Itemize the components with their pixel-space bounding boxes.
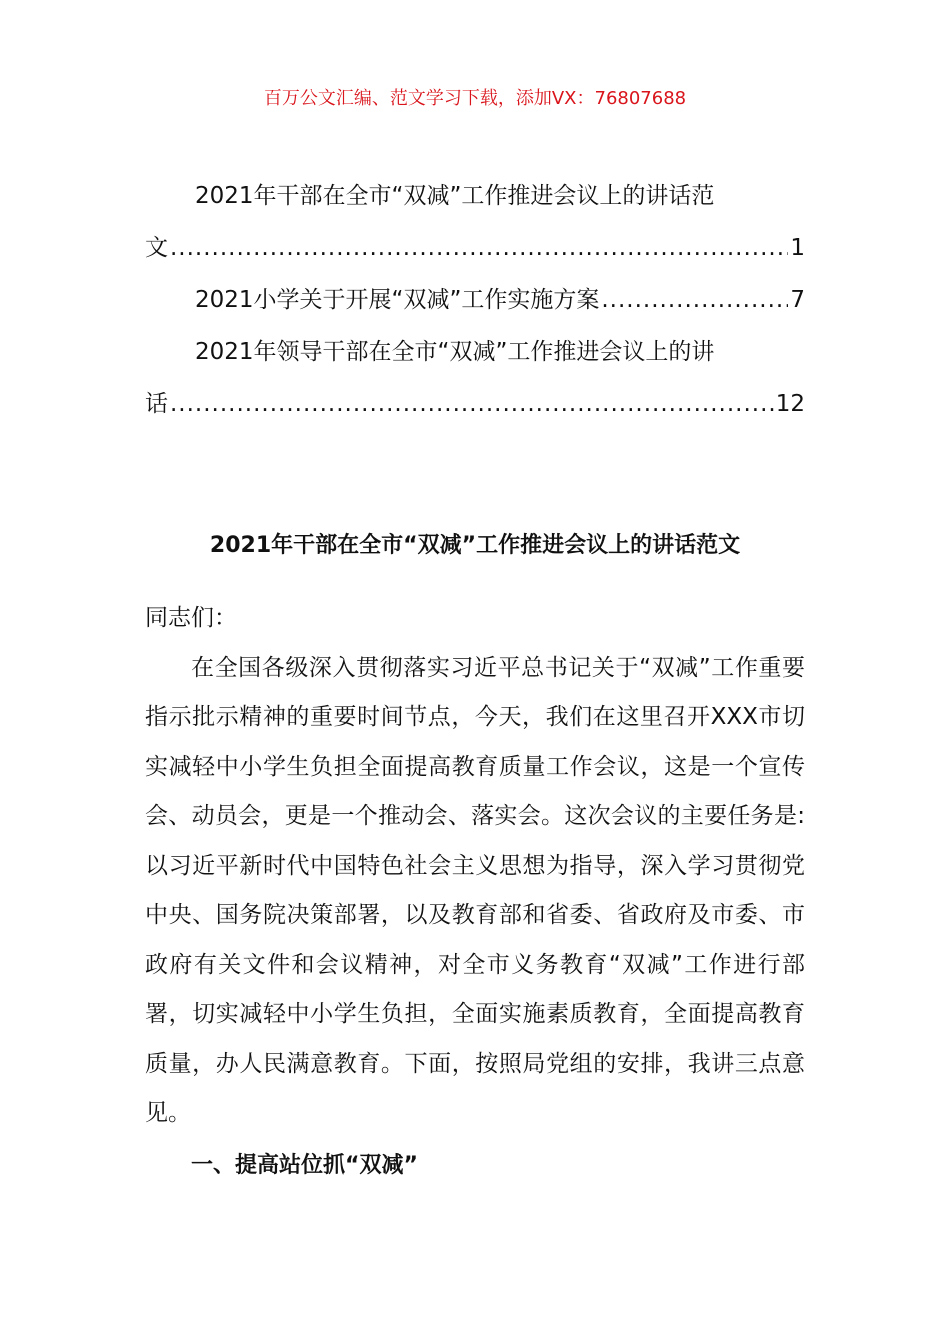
toc-leader-dots	[170, 222, 788, 274]
toc-entry-3[interactable]	[145, 326, 805, 430]
section-heading: 一、提高站位抓“双减”	[191, 1152, 418, 1178]
toc-entry-3-line1	[145, 326, 805, 378]
toc-entry-1-title-cont: 文	[145, 235, 168, 261]
toc-entry-1-line2	[145, 222, 805, 274]
toc-entry-2-page: 7	[790, 287, 805, 313]
toc-entry-1-line1	[145, 170, 805, 222]
toc-entry-3-title: 2021年领导干部在全市“双减”工作推进会议上的讲	[195, 339, 715, 365]
toc-leader-dots	[170, 378, 774, 430]
toc-entry-3-line2	[145, 378, 805, 430]
toc-entry-1-page: 1	[790, 235, 805, 261]
header-banner: 百万公文汇编、范文学习下载，添加VX：76807688	[263, 88, 687, 109]
paragraph: 在全国各级深入贯彻落实习近平总书记关于“双减”工作重要指示批示精神的重要时间节点，今天，我们在这里召开XXX市切实减轻中小学生负担全面提高教育质量工作会议，这是一个宣传会、动员会，更是一个推动会、落实会。这次会议的主要任务是:以习近平新时代中国特色社会主义思想为指导，深入学习贯彻党中央、国务院决策部署，以及教育部和省委、省政府及市委、市政府有关文件和会议精神，对全市义务教育“双减”工作进行部署，切实减轻中小学生负担，全面实施素质教育，全面提高教育质量，办人民满意教育。下面，按照局党组的安排，我讲三点意见。	[145, 654, 805, 1126]
toc-entry-2[interactable]	[145, 274, 805, 326]
salutation: 同志们：	[145, 605, 237, 631]
toc-entry-3-title-cont: 话	[145, 391, 168, 417]
document-body	[145, 594, 805, 1190]
toc-entry-2-line1	[145, 274, 805, 326]
document-title: 2021年干部在全市“双减”工作推进会议上的讲话范文	[209, 533, 741, 558]
toc-entry-1-title: 2021年干部在全市“双减”工作推进会议上的讲话范	[195, 183, 715, 209]
toc-leader-dots	[601, 274, 788, 326]
toc-entry-1[interactable]	[145, 170, 805, 274]
table-of-contents	[145, 170, 805, 430]
toc-entry-3-page: 12	[775, 391, 805, 417]
toc-entry-2-title: 2021小学关于开展“双减”工作实施方案	[195, 287, 600, 313]
